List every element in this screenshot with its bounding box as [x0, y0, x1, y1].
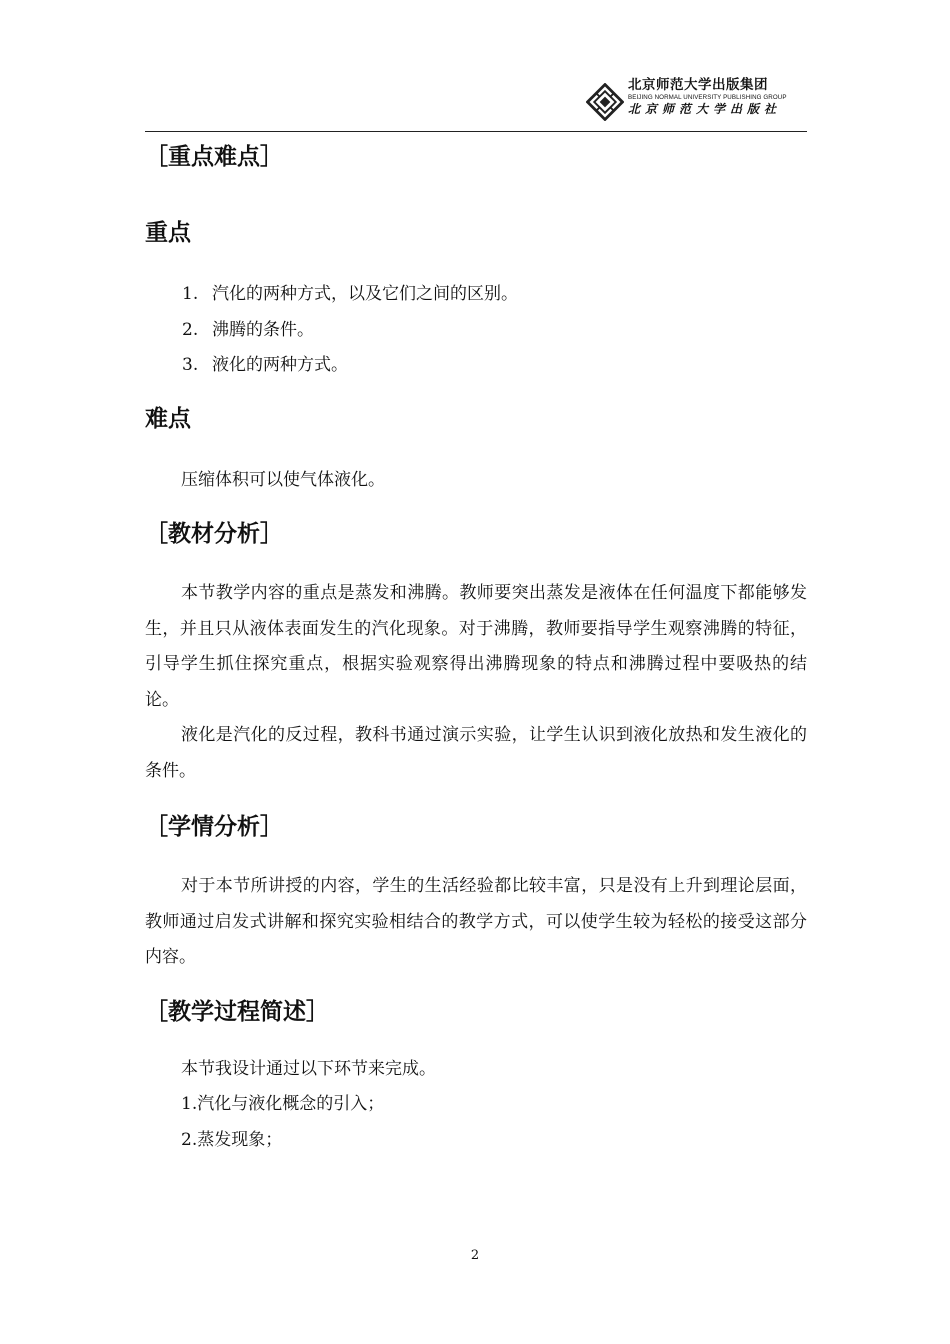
list-item: 2. 沸腾的条件。: [182, 319, 314, 340]
process-step-2: 2.蒸发现象；: [181, 1129, 283, 1150]
subsection-title-difficulty: 难点: [145, 405, 191, 432]
publisher-emblem-icon: [586, 83, 624, 121]
section-title-material: ［教材分析］: [145, 521, 283, 547]
page-content: [145, 138, 807, 1158]
subsection-title-focus: 重点: [145, 220, 191, 246]
focus-list: [145, 277, 807, 384]
process-intro: 本节我设计通过以下环节来完成。: [181, 1058, 436, 1079]
list-item: 3. 液化的两种方式。: [182, 355, 348, 375]
students-paragraph-1: 对于本节所讲授的内容，学生的生活经验都比较丰富，只是没有上升到理论层面，教师通过启发式讲解和探究实验相结合的教学方式，可以使学生较为轻松的接受这部分内容。: [145, 876, 807, 967]
publisher-logo-text: [628, 79, 787, 115]
page-header: [145, 75, 807, 132]
material-paragraph-1: 本节教学内容的重点是蒸发和沸腾。教师要突出蒸发是液体在任何温度下都能够发生，并且只从液体表面发生的汽化现象。对于沸腾，教师要指导学生观察沸腾的特征，引导学生抓住探究重点，根据实验观察得出沸腾现象的特点和沸腾过程中要吸热的结论。: [145, 583, 807, 710]
section-title-students: ［学情分析］: [145, 814, 283, 840]
section-title-process: ［教学过程简述］: [145, 998, 329, 1025]
material-paragraph-2: 液化是汽化的反过程，教科书通过演示实验，让学生认识到液化放热和发生液化的条件。: [145, 725, 807, 781]
difficulty-text: 压缩体积可以使气体液化。: [181, 469, 385, 490]
process-step-1: 1.汽化与液化概念的引入；: [181, 1094, 385, 1114]
list-item: 1. 汽化的两种方式，以及它们之间的区别。: [182, 284, 518, 304]
section-title-key-points: ［重点难点］: [145, 144, 283, 170]
page-number: 2: [470, 1248, 480, 1263]
publisher-press-name: 北京师范大学出版社: [628, 101, 782, 116]
publisher-name-cn: 北京师范大学出版集团: [628, 77, 768, 93]
publisher-logo: [586, 79, 801, 123]
publisher-name-en: BEIJING NORMAL UNIVERSITY PUBLISHING GROUP: [628, 93, 787, 101]
